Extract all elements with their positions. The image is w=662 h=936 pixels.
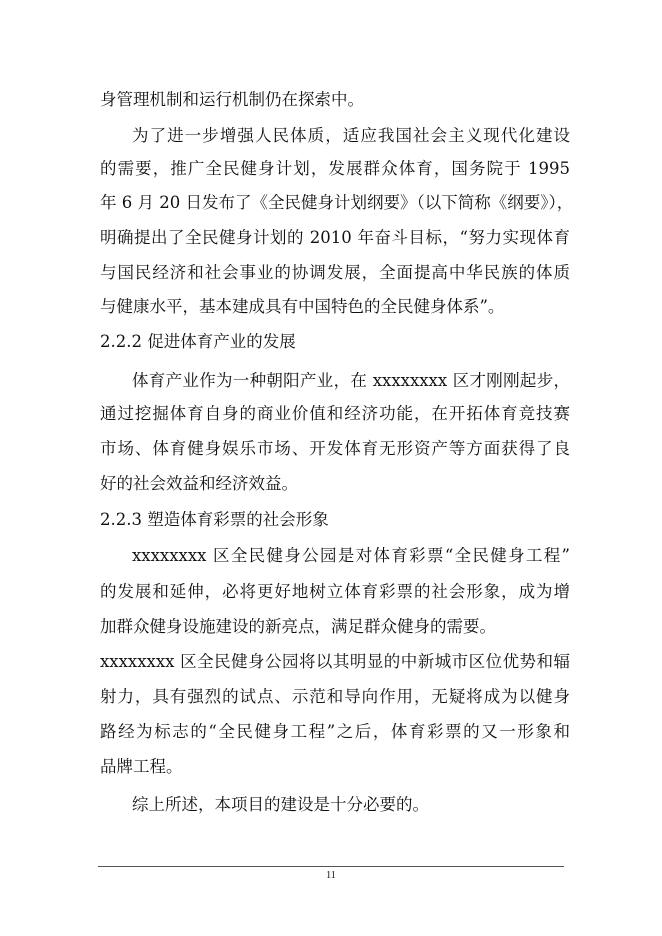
body-text-line: 路经为标志的“全民健身工程”之后，体育彩票的又一形象和	[100, 722, 570, 741]
section-heading: 2.2.2 促进体育产业的发展	[100, 332, 296, 351]
body-text-line: 年 6 月 20 日发布了《全民健身计划纲要》（以下简称《纲要》），	[100, 193, 574, 212]
body-text-line: 射力，具有强烈的试点、示范和导向作用，无疑将成为以健身	[100, 687, 570, 706]
page-number: 11	[326, 870, 336, 881]
body-text-line: 明确提出了全民健身计划的 2010 年奋斗目标，“努力实现体育	[100, 228, 570, 247]
body-text-line: 加群众健身设施建设的新亮点，满足群众健身的需要。	[100, 617, 496, 636]
body-text-line: 与国民经济和社会事业的协调发展，全面提高中华民族的体质	[100, 263, 570, 282]
body-text-line: 与健康水平，基本建成具有中国特色的全民健身体系”。	[100, 297, 505, 316]
body-text-line: 体育产业作为一种朝阳产业，在 xxxxxxxx 区才刚刚起步，	[132, 371, 570, 390]
footer-divider	[98, 866, 564, 867]
body-text-line: 身管理机制和运行机制仍在探索中。	[100, 90, 364, 109]
body-text-line: 市场、体育健身娱乐市场、开发体育无形资产等方面获得了良	[100, 439, 570, 458]
body-text-line: 为了进一步增强人民体质，适应我国社会主义现代化建设	[132, 126, 570, 145]
body-text-line: 品牌工程。	[100, 757, 183, 776]
body-text-line: 通过挖掘体育自身的商业价值和经济功能，在开拓体育竞技赛	[100, 404, 570, 423]
body-text-line: 的发展和延伸，必将更好地树立体育彩票的社会形象，成为增	[100, 582, 570, 601]
section-heading: 2.2.3 塑造体育彩票的社会形象	[100, 510, 329, 529]
body-text-line: 的需要，推广全民健身计划，发展群众体育，国务院于 1995	[100, 159, 570, 178]
body-text-line: 好的社会效益和经济效益。	[100, 474, 298, 493]
body-text-line: xxxxxxxx 区全民健身公园是对体育彩票“全民健身工程”	[132, 546, 570, 565]
body-text-line: xxxxxxxx 区全民健身公园将以其明显的中新城市区位优势和辐	[100, 652, 570, 671]
body-text-line: 综上所述，本项目的建设是十分必要的。	[132, 795, 429, 814]
